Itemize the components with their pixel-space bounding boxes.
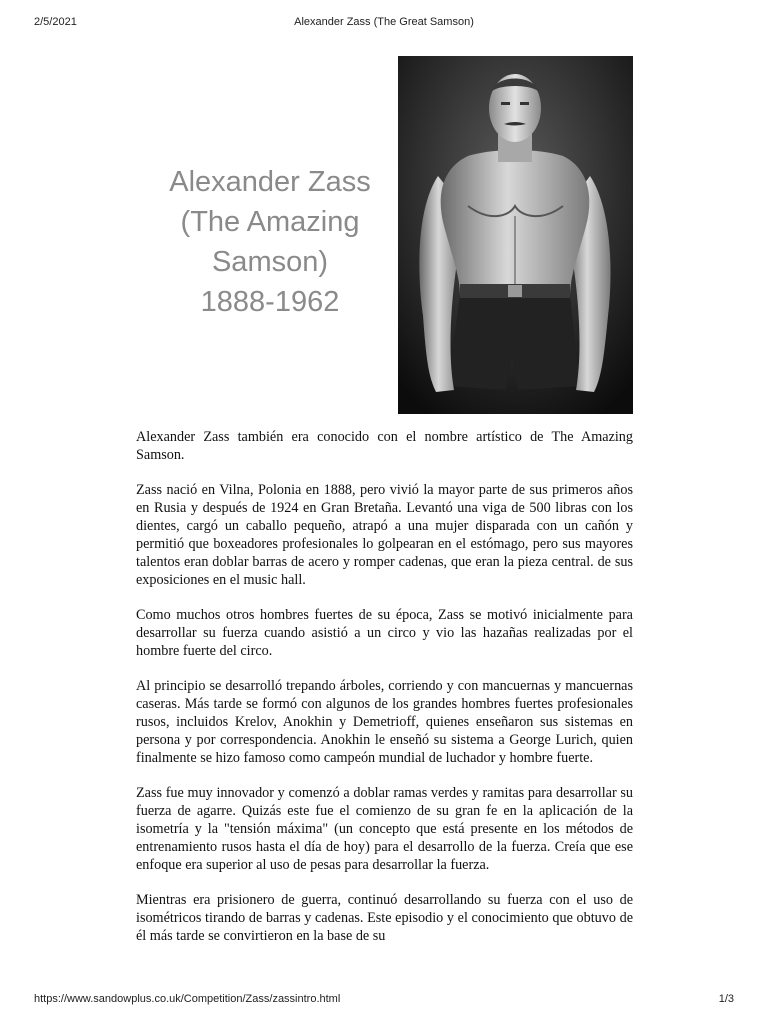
portrait-photo (398, 56, 633, 414)
page-number: 1/3 (718, 993, 734, 1005)
paragraph-4: Al principio se desarrolló trepando árboles, corriendo y con mancuernas y mancuernas caseras. Más tarde se formó con algunos de los grandes hombres fuertes profesionales rusos, incluidos Krelov, Anokhin y Demetrioff, quienes enseñaron sus sistemas en persona y por correspondencia. Anokhin le enseñó su sistema a George Lurich, quien finalmente se hizo famoso como campeón mundial de luchador y hombre fuerte. (136, 678, 633, 766)
title-line-2: (The Amazing (180, 206, 360, 238)
paragraph-3: Como muchos otros hombres fuertes de su época, Zass se motivó inicialmente para desarrollar su fuerza cuando asistió a un circo y vio las hazañas realizadas por el hombre fuerte del circo. (136, 607, 633, 659)
article-title (120, 162, 420, 322)
print-title: Alexander Zass (The Great Samson) (294, 16, 474, 28)
title-line-4: 1888-1962 (200, 286, 340, 318)
paragraph-1: Alexander Zass también era conocido con el nombre artístico de The Amazing Samson. (136, 429, 633, 463)
paragraph-5: Zass fue muy innovador y comenzó a doblar ramas verdes y ramitas para desarrollar su fuerza de agarre. Quizás este fue el comienzo de su gran fe en la aplicación de la isometría y la "tensión máxima" (un concepto que está presente en los métodos de entrenamiento rusos hasta el día de hoy) para el desarrollo de la fuerza. Creía que ese enfoque era superior al uso de pesas para desarrollar la fuerza. (136, 785, 633, 873)
title-line-3: Samson) (211, 246, 329, 278)
paragraph-2: Zass nació en Vilna, Polonia en 1888, pero vivió la mayor parte de sus primeros años en Rusia y después de 1924 en Gran Bretaña. Levantó una viga de 500 libras con los dientes, cargó un caballo pequeño, atrapó a una mujer disparada con un cañón y permitió que boxeadores profesionales lo golpearan en el estómago, pero sus mayores talentos eran doblar barras de acero y romper cadenas, que eran la pieza central. de sus exposiciones en el music hall. (136, 482, 633, 588)
title-line-1: Alexander Zass (169, 166, 371, 198)
source-url[interactable]: https://www.sandowplus.co.uk/Competition/Zass/zassintro.html (34, 993, 341, 1005)
article-body (136, 428, 633, 945)
paragraph-6: Mientras era prisionero de guerra, continuó desarrollando su fuerza con el uso de isométricos tirando de barras y cadenas. Este episodio y el conocimiento que obtuvo de él más tarde se convirtieron en la base de su (136, 892, 633, 944)
print-date: 2/5/2021 (34, 16, 77, 28)
